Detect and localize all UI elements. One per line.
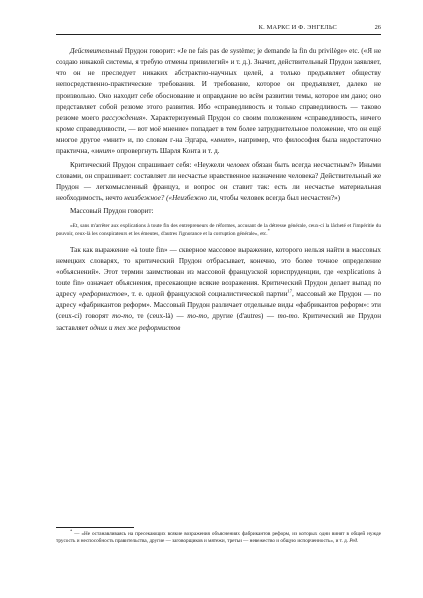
text-run: , массовый же Прудон — по адресу «фабрикантов реформ». Массовый Прудон различает отдельные виды «фабрикантов реформ»: эти (ceux-ci) говорят xyxy=(56,290,381,321)
text-run: . Критический же Прудон заставляет xyxy=(56,312,382,332)
footnote-editor: Ред. xyxy=(349,538,359,545)
text-run: , другие (d'autres) — xyxy=(207,312,278,321)
text-run: ». Характеризуемый Прудон со своим положением «справедливость, ничего кроме справедливости, — вот моё мнение» попадает в тем более затруднительное положение, что он ещё многое другое «мнит» и, по словам г-на Эдгара, « xyxy=(56,113,381,145)
main-text xyxy=(56,46,381,334)
italic-word: человек xyxy=(226,160,250,169)
paragraph-3: Массовый Прудон говорит: xyxy=(70,207,154,216)
footnote-marker: * xyxy=(70,528,73,534)
italic-word: одних и тех же реформистов xyxy=(89,323,181,332)
text-run: Так как выражение «à toute fin» — скверное массовое выражение, которого нельзя найти в массовых немецких словарях, то критический Прудон отбрасывает, конечно, это более точное определение «объяснений». Этот термин заимствован из массовой французской юриспруденции, где «explications à toute fin» означает объяснения, пресекающие всякие возражения. Критический Прудон делает выпад по адресу « xyxy=(56,245,381,299)
footnote-marker: * xyxy=(267,228,270,234)
note-reference: 17 xyxy=(287,288,293,294)
paragraph-4 xyxy=(56,245,381,334)
french-quote xyxy=(56,223,381,238)
text-run: , те (ceux-là) — xyxy=(131,312,188,321)
page-number: 26 xyxy=(374,24,381,31)
text-run: » опровергнуть Шарля Конта и т. д. xyxy=(111,147,220,156)
italic-word: мнит xyxy=(94,147,112,156)
italic-word: реформистов xyxy=(82,290,124,299)
italic-word: то-то xyxy=(277,312,298,321)
text-run: Критический Прудон спрашивает себя: «Неужели xyxy=(70,160,227,169)
running-header xyxy=(56,24,381,35)
paragraph-2 xyxy=(56,160,381,205)
italic-word: то-то xyxy=(112,312,132,321)
italic-word: рассуждения xyxy=(101,113,143,122)
text-run: », т. е. одной французской социалистической партии xyxy=(123,290,288,299)
footnote-text: — «Не останавливаясь на пресекающих всякие возражения объяснениях фабрикантов реформ, из которых одни винят в общей нужде трусость и неспособность правительства, другие — заговорщиков и мятежи, третьи — невежество и общую испорченность», и т. д. xyxy=(56,531,381,545)
italic-word: неизбежное? («Неизбежно xyxy=(124,194,208,203)
italic-word: Действительный xyxy=(70,47,123,55)
text-run: обязан быть всегда несчастным?» Иными словами, он спрашивает: составляет ли несчастье нравственное назначение человека? Действительный же Прудон — легкомысленный француз, и вопрос он ставит так: есть ли несчастье материальная необходимость, нечто xyxy=(56,160,381,203)
italic-word: то-то xyxy=(187,312,208,321)
footnote-divider xyxy=(56,527,134,528)
paragraph-1 xyxy=(56,46,381,158)
footnote xyxy=(56,528,381,546)
text-run: ли, чтобы человек всегда был несчастен?») xyxy=(207,194,340,203)
text-run: Прудон говорит: «Je ne fais pas de système; je demande la fin du privilège» etc. («Я не создаю никакой системы, я требую отмены привилегий» и т. д.). Значит, действительный Прудон заявляет, что он не преследует никаких абстрактно-научных целей, а только предъявляет обществу непосредственно-практические требования. И требование, которое он предъявляет, далеко не произвольно. Оно находит себе обоснование и оправдание во всём развитии темы, которое им дано; оно представляет собой резюме этого развития. Ибо «справедливость и только справедливость — таково резюме моего xyxy=(56,47,381,122)
quote-text: «Et, sans m'arrêter aux explications à toute fin des entrepreneurs de réformes, accusant de la détresse générale, ceux-ci la lâcheté et l'impéritie du pouvoir, ceux-là les conspirateurs et les émeutes, d'autres l'ignorance et la corruption générale», etc. xyxy=(56,223,381,237)
italic-word: мнит xyxy=(213,136,231,145)
text-run: », например, что философия была недостаточно практична, « xyxy=(56,136,381,156)
running-head-title: К. МАРКС И Ф. ЭНГЕЛЬС xyxy=(258,24,337,31)
